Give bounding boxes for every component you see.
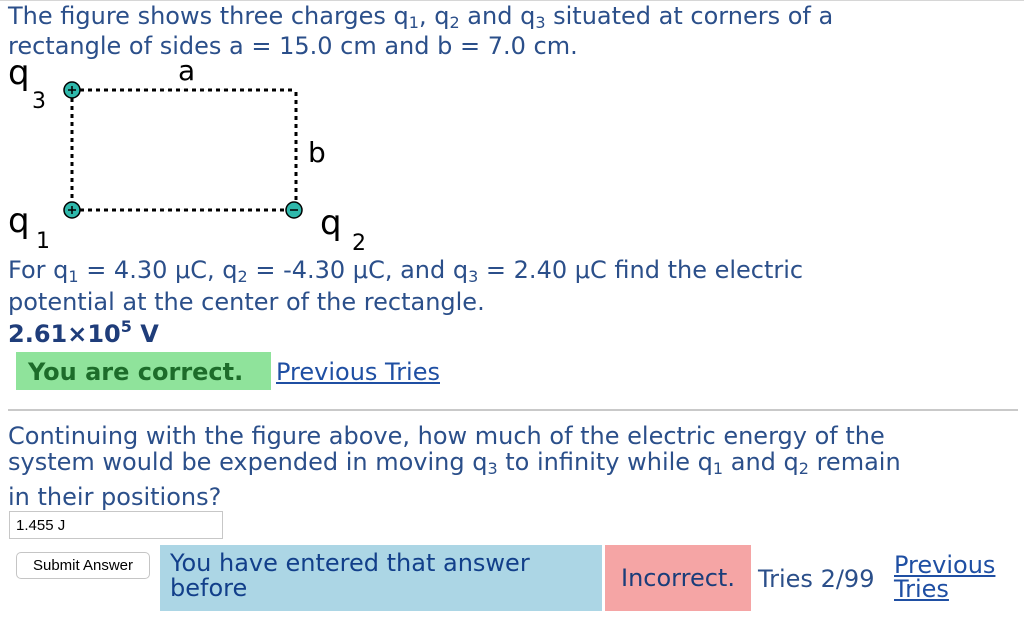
part2-question-line1: Continuing with the figure above, how much of the electric energy of the xyxy=(8,422,885,450)
correct-status-badge: You are correct. xyxy=(16,352,271,390)
q2-label-sub: 2 xyxy=(352,231,366,256)
tries-counter: Tries 2/99 xyxy=(758,565,875,593)
side-a-label: a xyxy=(178,54,196,87)
problem-intro-line1 xyxy=(8,0,833,32)
message-line2: before xyxy=(170,574,248,602)
message-line1: You have entered that answer xyxy=(170,549,530,577)
q2-label-letter: q xyxy=(320,203,342,243)
incorrect-status-badge: Incorrect. xyxy=(605,545,751,611)
part2-question-line3: in their positions? xyxy=(8,483,222,511)
charge-q1-dot xyxy=(64,202,80,218)
section-divider xyxy=(8,409,1018,411)
part1-question-line2: potential at the center of the rectangle. xyxy=(8,288,485,316)
previous-tries-line2: Tries xyxy=(894,575,949,603)
part1-sub-2: 2 xyxy=(237,267,248,286)
part2-text-a: system would be expended in moving q xyxy=(8,448,488,476)
charge-q2-dot xyxy=(286,202,302,218)
q1-label-sub: 1 xyxy=(36,229,50,254)
intro-text-2: , q xyxy=(418,2,450,30)
part1-text-c: = -4.30 μC, and q xyxy=(247,256,469,284)
part2-text-c: and q xyxy=(723,448,799,476)
part2-text-d: remain xyxy=(808,448,901,476)
previous-tries-line1: Previous xyxy=(894,551,996,579)
part1-text-d: = 2.40 μC find the electric xyxy=(478,256,804,284)
part2-sub-3: 3 xyxy=(487,459,498,478)
subscript-1: 1 xyxy=(408,13,419,32)
answer-base: 2.61×10 xyxy=(8,320,121,348)
intro-text-1: The figure shows three charges q xyxy=(8,2,409,30)
part1-text-a: For q xyxy=(8,256,69,284)
charge-rectangle-figure xyxy=(0,50,380,260)
part1-sub-3: 3 xyxy=(468,267,479,286)
duplicate-answer-message xyxy=(160,545,602,611)
subscript-3: 3 xyxy=(535,13,546,32)
answer-input[interactable] xyxy=(9,511,223,539)
part2-sub-1: 1 xyxy=(712,459,724,478)
q1-label-letter: q xyxy=(8,201,30,241)
q3-label-letter: q xyxy=(8,53,30,93)
part2-question-line2 xyxy=(8,448,901,478)
charge-q3-dot xyxy=(64,82,80,98)
part1-text-b: = 4.30 μC, q xyxy=(78,256,238,284)
part2-sub-2: 2 xyxy=(798,459,809,478)
intro-text-3: and q xyxy=(459,2,536,30)
problem-intro-line2: rectangle of sides a = 15.0 cm and b = 7.0 cm. xyxy=(8,32,578,60)
part2-previous-tries-link[interactable] xyxy=(894,553,995,601)
part1-answer xyxy=(8,318,159,350)
side-b-label: b xyxy=(308,136,326,169)
part2-text-b: to infinity while q xyxy=(497,448,713,476)
q3-label-sub: 3 xyxy=(32,89,46,114)
answer-exponent: 5 xyxy=(120,317,132,336)
intro-text-4: situated at corners of a xyxy=(545,2,834,30)
answer-unit: V xyxy=(131,320,159,348)
submit-answer-button[interactable]: Submit Answer xyxy=(16,552,150,579)
subscript-2: 2 xyxy=(449,13,460,32)
part1-sub-1: 1 xyxy=(68,267,79,286)
part1-previous-tries-link[interactable]: Previous Tries xyxy=(276,358,440,386)
part1-question-line1 xyxy=(8,254,803,286)
